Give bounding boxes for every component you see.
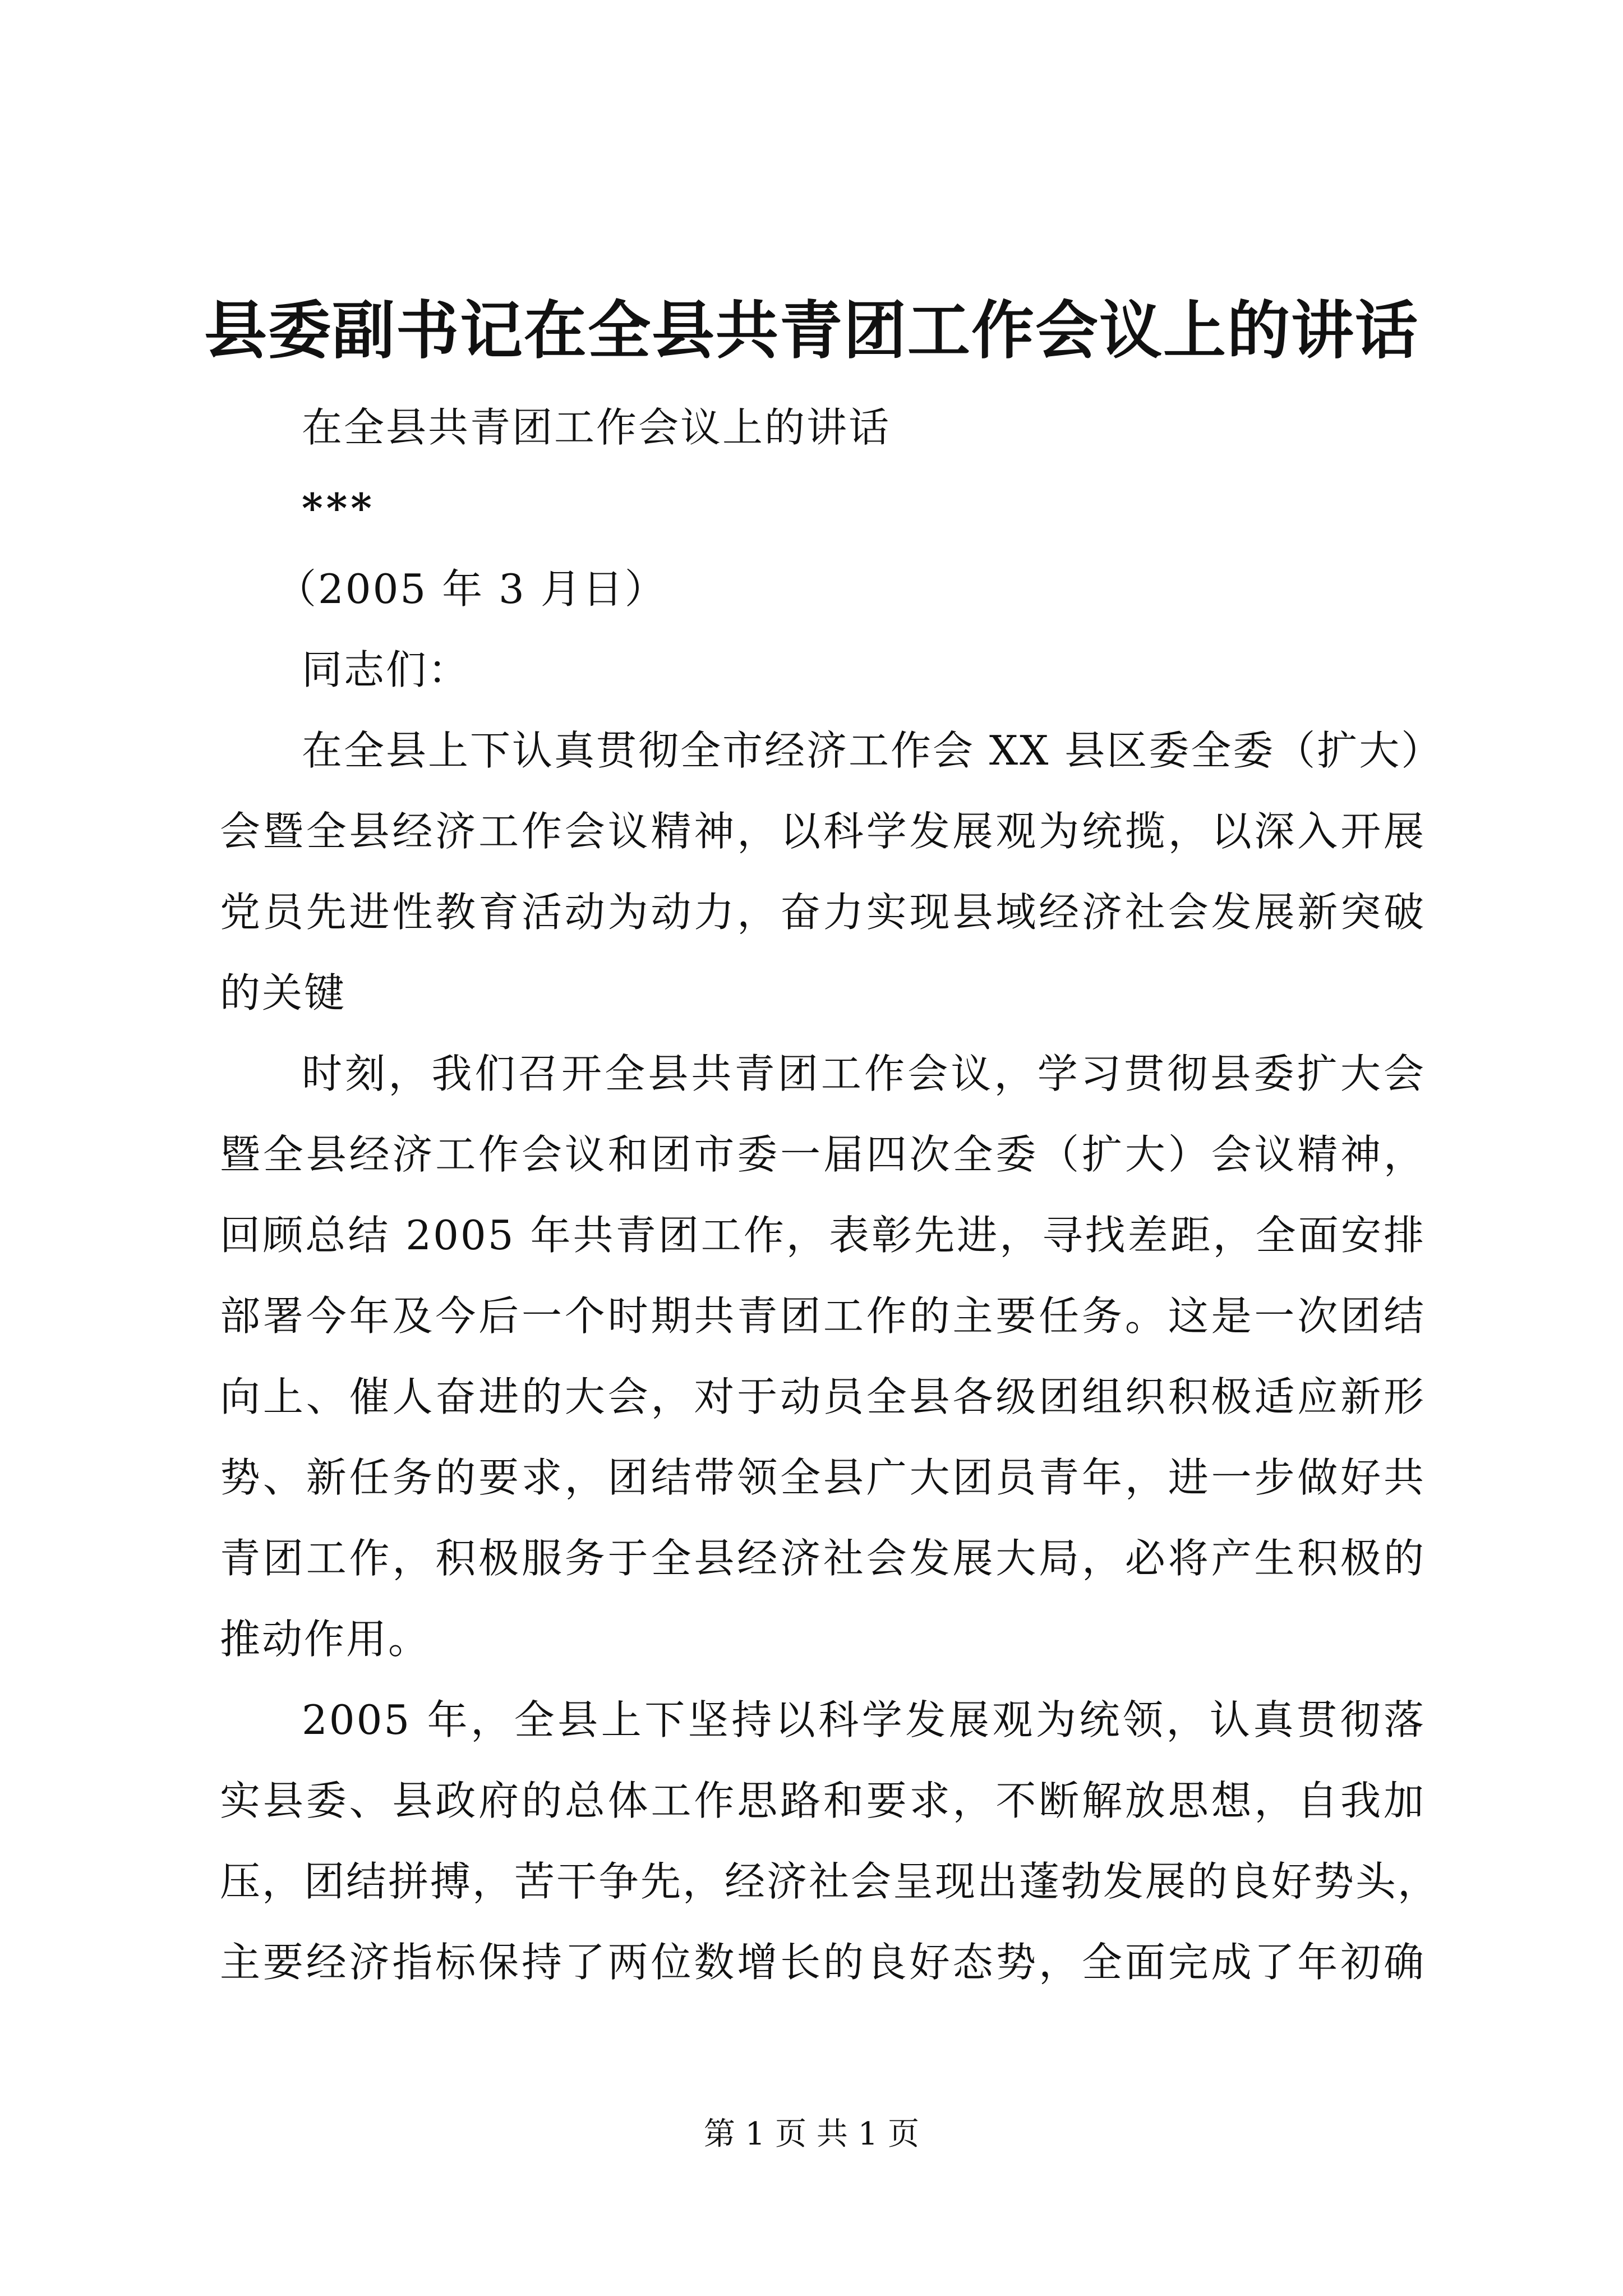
- paragraph-3-line: 实县委、县政府的总体工作思路和要求，不断解放思想，自我加: [220, 1777, 1426, 1824]
- date-line: （2005 年 3 月日）: [276, 565, 667, 613]
- salutation: 同志们：: [302, 646, 471, 693]
- paragraph-2-line: 时刻，我们召开全县共青团工作会议，学习贯彻县委扩大会: [302, 1050, 1426, 1097]
- paragraph-3-line: 主要经济指标保持了两位数增长的良好态势，全面完成了年初确: [220, 1939, 1426, 1986]
- document-body: [220, 387, 1444, 2003]
- paragraph-1-line: 的关键: [220, 969, 347, 1016]
- paragraph-2-line: 势、新任务的要求，团结带领全县广大团员青年，进一步做好共: [220, 1454, 1426, 1501]
- paragraph-2-line: 青团工作，积极服务于全县经济社会发展大局，必将产生积极的: [220, 1535, 1426, 1582]
- paragraph-3-line: 2005 年，全县上下坚持以科学发展观为统领，认真贯彻落: [302, 1696, 1426, 1743]
- paragraph-2-line: 部署今年及今后一个时期共青团工作的主要任务。这是一次团结: [220, 1292, 1426, 1340]
- paragraph-2-line: 暨全县经济工作会议和团市委一届四次全委（扩大）会议精神，: [220, 1131, 1426, 1178]
- paragraph-3-line: 压，团结拼搏，苦干争先，经济社会呈现出蓬勃发展的良好势头，: [220, 1858, 1440, 1905]
- paragraph-1-line: 在全县上下认真贯彻全市经济工作会 XX 县区委全委（扩大）: [302, 727, 1444, 774]
- paragraph-2-line: 向上、催人奋进的大会，对于动员全县各级团组织积极适应新形: [220, 1373, 1426, 1420]
- paragraph-2-line: 回顾总结 2005 年共青团工作，表彰先进，寻找差距，全面安排: [220, 1212, 1426, 1259]
- author: ***: [302, 484, 375, 532]
- paragraph-2-line: 推动作用。: [220, 1616, 431, 1663]
- subtitle: 在全县共青团工作会议上的讲话: [302, 404, 891, 451]
- paragraph-1-line: 会暨全县经济工作会议精神，以科学发展观为统揽，以深入开展: [220, 808, 1426, 855]
- page-footer: 第 1 页 共 1 页: [703, 2116, 920, 2152]
- document-title: 县委副书记在全县共青团工作会议上的讲话: [204, 294, 1419, 367]
- paragraph-1-line: 党员先进性教育活动为动力，奋力实现县域经济社会发展新突破: [220, 889, 1426, 936]
